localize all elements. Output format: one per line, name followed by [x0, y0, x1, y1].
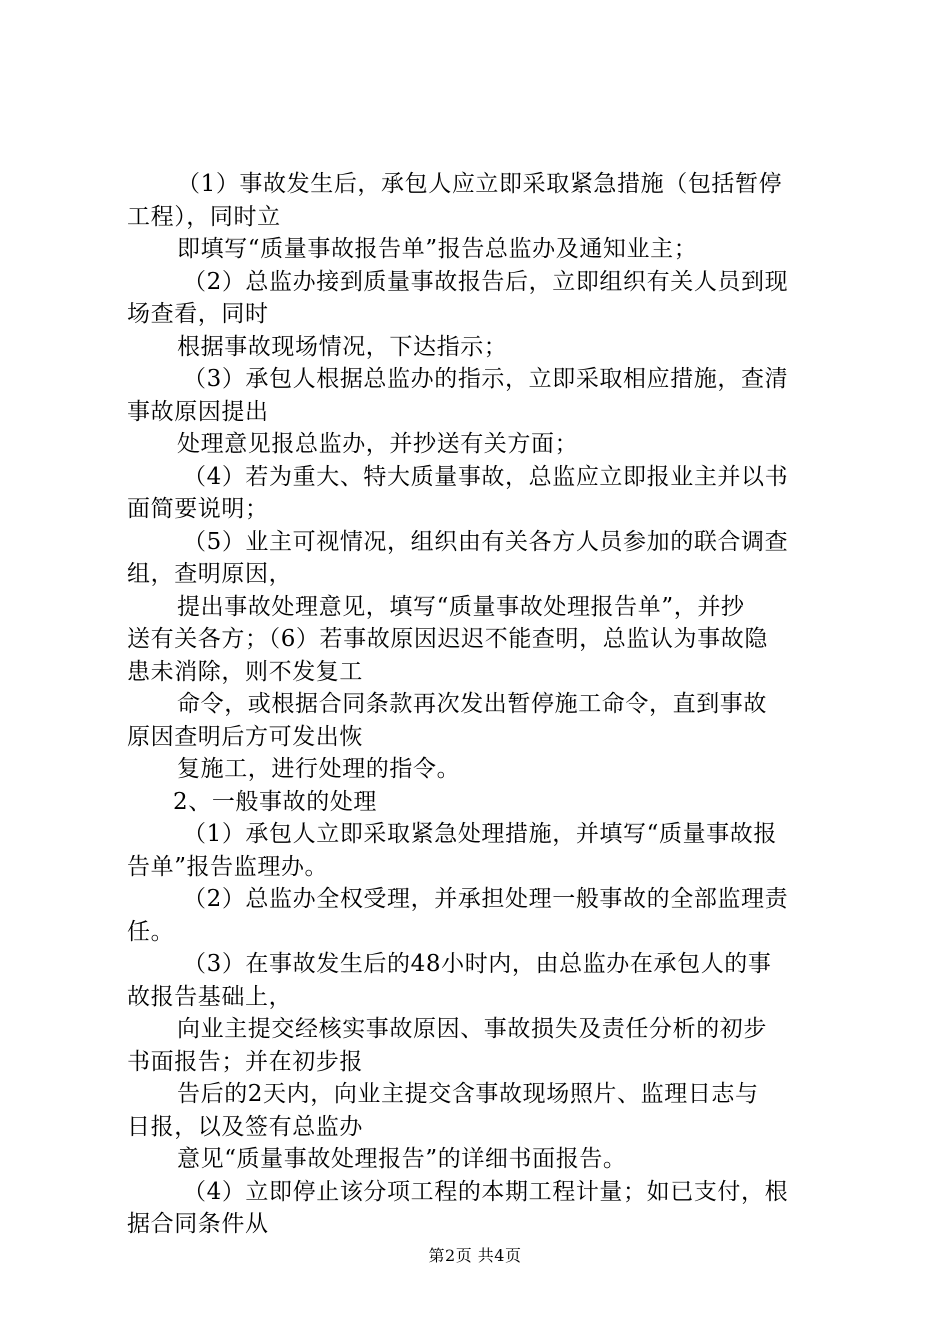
paragraph-line: 工程），同时立	[127, 203, 281, 230]
paragraph-line: 向业主提交经核实事故原因、事故损失及责任分析的初步	[177, 1016, 767, 1042]
document-body	[127, 168, 830, 1241]
paragraph-line: 根据事故现场情况，下达指示；	[177, 333, 508, 360]
paragraph-line: 送有关各方；（6）若事故原因迟迟不能查明，总监认为事故隐	[127, 626, 768, 652]
paragraph-line: 提出事故处理意见，填写“质量事故处理报告单”，并抄	[177, 593, 745, 620]
paragraph-line: （2）总监办全权受理，并承担处理一般事故的全部监理责	[183, 886, 789, 912]
paragraph-line: 告单”报告监理办。	[127, 853, 329, 880]
section-heading: 2、一般事故的处理	[173, 788, 378, 815]
paragraph-line: 即填写“质量事故报告单”报告总监办及通知业主；	[177, 236, 698, 262]
paragraph-line: 告后的2天内，向业主提交含事故现场照片、监理日志与	[177, 1081, 759, 1107]
paragraph-line: 组，查明原因，	[127, 561, 293, 587]
paragraph-line: 处理意见报总监办，并抄送有关方面；	[177, 431, 579, 457]
paragraph-line: （2）总监办接到质量事故报告后，立即组织有关人员到现	[183, 268, 789, 295]
paragraph-line: 事故原因提出	[127, 398, 269, 425]
page-number: 第2页 共4页	[428, 1246, 522, 1265]
paragraph-line: （5）业主可视情况，组织由有关各方人员参加的联合调查	[183, 528, 789, 555]
paragraph-line: 复施工，进行处理的指令。	[177, 756, 461, 782]
paragraph-line: 日报，以及签有总监办	[127, 1113, 363, 1140]
paragraph-line: 场查看，同时	[127, 301, 269, 327]
paragraph-line: 面简要说明；	[127, 496, 269, 522]
paragraph-line: 书面报告；并在初步报	[127, 1048, 363, 1075]
paragraph-line: （4）立即停止该分项工程的本期工程计量；如已支付，根	[183, 1178, 789, 1205]
paragraph-line: 患未消除，则不发复工	[127, 658, 363, 685]
paragraph-line: （1）承包人立即采取紧急处理措施，并填写“质量事故报	[183, 821, 777, 847]
paragraph-line: 任。	[127, 918, 175, 945]
paragraph-line: （3）在事故发生后的48小时内，由总监办在承包人的事	[183, 951, 772, 977]
paragraph-line: 原因查明后方可发出恢	[127, 723, 363, 750]
paragraph-line: 故报告基础上，	[127, 983, 293, 1010]
paragraph-line: （3）承包人根据总监办的指示，立即采取相应措施，查清	[183, 366, 789, 392]
paragraph-line: 命令，或根据合同条款再次发出暂停施工命令，直到事故	[177, 691, 767, 717]
paragraph-line: 意见“质量事故处理报告”的详细书面报告。	[177, 1146, 627, 1172]
page-footer	[0, 1246, 950, 1266]
paragraph-line: （1）事故发生后，承包人应立即采取紧急措施（包括暂停	[177, 171, 783, 197]
paragraph-line: 据合同条件从	[127, 1211, 269, 1237]
paragraph-line: （4）若为重大、特大质量事故，总监应立即报业主并以书	[183, 463, 789, 490]
